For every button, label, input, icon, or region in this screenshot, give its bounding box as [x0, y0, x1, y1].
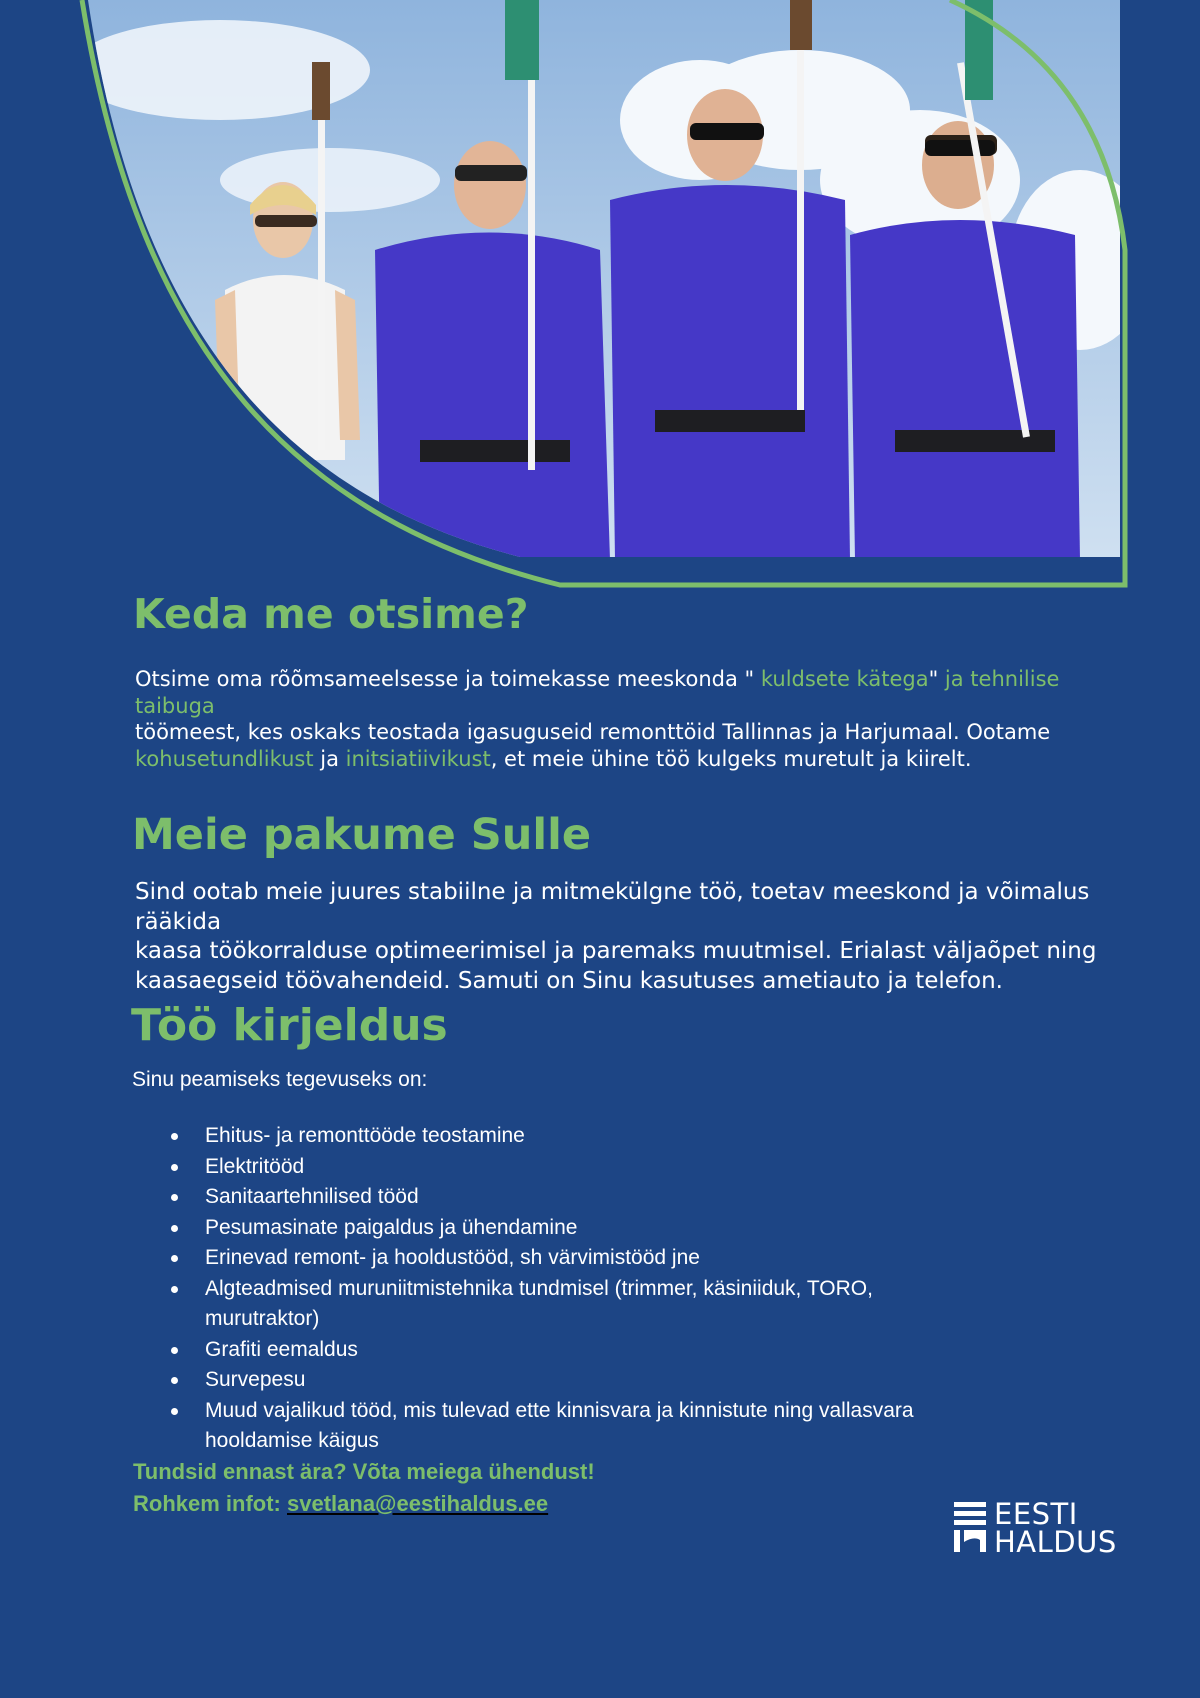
list-item [133, 1396, 993, 1457]
list-item: Grafiti eemaldus [133, 1335, 993, 1366]
section-title-meie-pakume-sulle: Meie pakume Sulle [132, 810, 591, 860]
logo-line-1: EESTI [994, 1497, 1078, 1531]
cta-label: Rohkem infot: [133, 1491, 287, 1516]
text: kaasa töökorralduse optimeerimisel ja paremaks muutmisel. Erialast väljaõpet ning [135, 938, 1097, 964]
list-item: Survepesu [133, 1365, 993, 1396]
email-link[interactable]: svetlana@eestihaldus.ee [287, 1491, 549, 1516]
text: Sind ootab meie juures stabiilne ja mitmekülgne töö, toetav meeskond ja võimalus rääkida [135, 879, 1090, 935]
list-item: Elektritööd [133, 1152, 993, 1183]
hero-illustration [0, 0, 1200, 600]
tasks-intro: Sinu peamiseks tegevuseks on: [132, 1068, 428, 1091]
highlight-text: kohusetundlikust [135, 746, 314, 771]
text: Muud vajalikud tööd, mis tulevad ette kinnisvara ja kinnistute ning vallasvara [205, 1398, 914, 1422]
section-paragraph-1 [135, 666, 1115, 772]
list-item: Sanitaartehnilised tööd [133, 1182, 993, 1213]
list-item: Ehitus- ja remonttööde teostamine [133, 1121, 993, 1152]
highlight-text: kuldsete kätega [760, 667, 929, 691]
text: Otsime oma rõõmsameelsesse ja toimekasse meeskonda " [135, 667, 761, 691]
list-item: Erinevad remont- ja hooldustööd, sh värvimistööd jne [133, 1243, 993, 1274]
section-paragraph-2 [135, 878, 1135, 996]
highlight-text: ja tehnilise taibuga [135, 667, 1060, 718]
eesti-haldus-logo-icon [954, 1500, 988, 1556]
text: kaasaegseid töövahendeid. Samuti on Sinu kasutuses ametiauto ja telefon. [135, 967, 1003, 994]
text: murutraktor) [205, 1307, 320, 1330]
logo-line-2: HALDUS [994, 1525, 1117, 1559]
hero-image [0, 0, 1200, 600]
eesti-haldus-logo [954, 1497, 1124, 1559]
text: ja [313, 746, 346, 771]
logo-wordmark [994, 1497, 1117, 1559]
text: Algteadmised muruniitmistehnika tundmisel (trimmer, käsiniiduk, TORO, [205, 1276, 873, 1300]
text: hooldamise käigus [205, 1429, 379, 1452]
section-title-too-kirjeldus: Töö kirjeldus [131, 1000, 448, 1051]
text: " [928, 667, 945, 691]
section-title-keda-me-otsime: Keda me otsime? [133, 590, 529, 638]
cta-line-1: Tundsid ennast ära? Võta meiega ühendust! [133, 1459, 595, 1484]
cta-line-2 [133, 1491, 548, 1517]
highlight-text: initsiatiivikust [345, 746, 491, 771]
list-item [133, 1274, 993, 1335]
list-item: Pesumasinate paigaldus ja ühendamine [133, 1213, 993, 1244]
text: , et meie ühine töö kulgeks muretult ja kiirelt. [490, 746, 972, 771]
task-list [133, 1121, 993, 1457]
text: töömeest, kes oskaks teostada igasuguseid remonttöid Tallinnas ja Harjumaal. Ootame [135, 720, 1051, 744]
